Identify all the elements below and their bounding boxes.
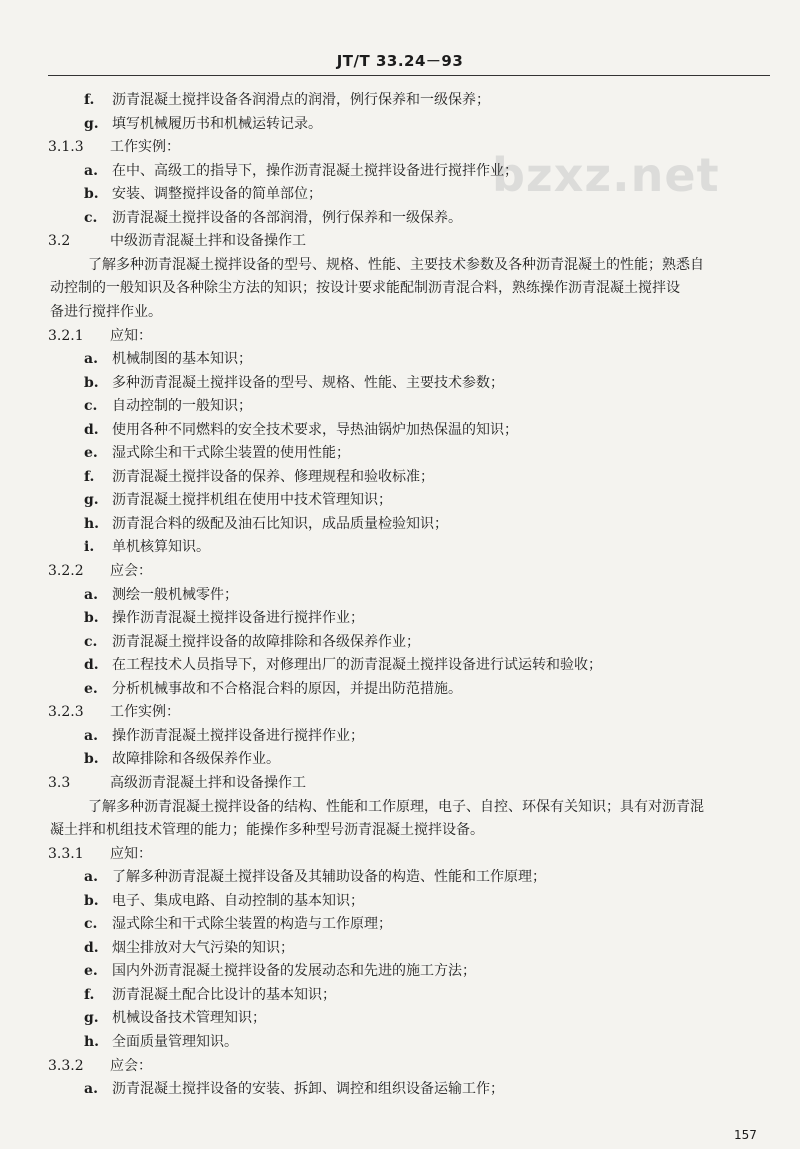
paragraph-text: 凝土拌和机组技术管理的能力；能操作多种型号沥青混凝土搅拌设备。	[50, 822, 484, 838]
paragraph-text: 了解多种沥青混凝土搅拌设备的型号、规格、性能、主要技术参数及各种沥青混凝土的性能；熟悉自	[88, 257, 704, 273]
paragraph-text: 动控制的一般知识及各种除尘方法的知识；按设计要求能配制沥青混合料，熟练操作沥青混凝土搅拌设	[50, 280, 680, 296]
list-item-text: 分析机械事故和不合格混合料的原因，并提出防范措施。	[112, 681, 462, 697]
list-item-label: c.	[84, 634, 98, 650]
list-item-label: g.	[84, 116, 99, 132]
section-title: 应知：	[110, 328, 152, 344]
list-item-text: 沥青混合料的级配及油石比知识，成品质量检验知识；	[112, 516, 448, 532]
list-item-label: h.	[84, 516, 100, 532]
list-item-label: c.	[84, 398, 98, 414]
section-title: 工作实例：	[110, 139, 180, 155]
list-item-text: 沥青混凝土搅拌机组在使用中技术管理知识；	[112, 492, 392, 508]
section-number: 3.2	[48, 233, 71, 249]
list-item-text: 沥青混凝土搅拌设备的保养、修理规程和验收标准；	[112, 469, 434, 485]
section-title: 中级沥青混凝土拌和设备操作工	[110, 233, 306, 249]
section-title: 高级沥青混凝土拌和设备操作工	[110, 775, 306, 791]
list-item-label: e.	[84, 963, 98, 979]
list-item-text: 电子、集成电路、自动控制的基本知识；	[112, 893, 364, 909]
list-item-text: 沥青混凝土搅拌设备各润滑点的润滑，例行保养和一级保养；	[112, 92, 490, 108]
list-item-text: 在中、高级工的指导下，操作沥青混凝土搅拌设备进行搅拌作业；	[112, 163, 518, 179]
list-item-label: a.	[84, 587, 98, 603]
section-number: 3.3	[48, 775, 71, 791]
list-item-label: g.	[84, 1010, 99, 1026]
list-item-text: 机械设备技术管理知识；	[112, 1010, 266, 1026]
list-item-text: 沥青混凝土配合比设计的基本知识；	[112, 987, 336, 1003]
list-item-text: 烟尘排放对大气污染的知识；	[112, 940, 294, 956]
list-item-label: i.	[84, 539, 95, 555]
list-item-text: 沥青混凝土搅拌设备的故障排除和各级保养作业；	[112, 634, 420, 650]
list-item-label: d.	[84, 940, 99, 956]
list-item-label: f.	[84, 987, 95, 1003]
list-item-text: 在工程技术人员指导下，对修理出厂的沥青混凝土搅拌设备进行试运转和验收；	[112, 657, 602, 673]
list-item-text: 填写机械履历书和机械运转记录。	[112, 116, 322, 132]
paragraph-text: 了解多种沥青混凝土搅拌设备的结构、性能和工作原理，电子、自控、环保有关知识；具有对沥青混	[88, 799, 704, 815]
header-rule	[48, 75, 770, 76]
list-item-text: 湿式除尘和干式除尘装置的使用性能；	[112, 445, 350, 461]
list-item-label: f.	[84, 469, 95, 485]
list-item-text: 国内外沥青混凝土搅拌设备的发展动态和先进的施工方法；	[112, 963, 476, 979]
list-item-label: g.	[84, 492, 99, 508]
list-item-label: f.	[84, 92, 95, 108]
paragraph-text: 备进行搅拌作业。	[50, 304, 162, 320]
list-item-label: a.	[84, 869, 98, 885]
list-item-text: 全面质量管理知识。	[112, 1034, 238, 1050]
section-title: 应会：	[110, 1058, 152, 1074]
list-item-text: 安装、调整搅拌设备的简单部位；	[112, 186, 322, 202]
list-item-label: e.	[84, 445, 98, 461]
list-item-text: 自动控制的一般知识；	[112, 398, 252, 414]
list-item-text: 沥青混凝土搅拌设备的安装、拆卸、调控和组织设备运输工作；	[112, 1081, 504, 1097]
list-item-text: 多种沥青混凝土搅拌设备的型号、规格、性能、主要技术参数；	[112, 375, 504, 391]
list-item-label: c.	[84, 210, 98, 226]
list-item-text: 操作沥青混凝土搅拌设备进行搅拌作业；	[112, 728, 364, 744]
section-number: 3.1.3	[48, 139, 84, 155]
list-item-label: e.	[84, 681, 98, 697]
list-item-label: a.	[84, 351, 98, 367]
list-item-label: b.	[84, 893, 99, 909]
list-item-label: a.	[84, 728, 98, 744]
list-item-label: d.	[84, 657, 99, 673]
section-title: 应知：	[110, 846, 152, 862]
document-code-header: JT/T 33.24－93	[336, 52, 464, 70]
section-number: 3.3.1	[48, 846, 84, 862]
list-item-text: 了解多种沥青混凝土搅拌设备及其辅助设备的构造、性能和工作原理；	[112, 869, 546, 885]
list-item-text: 操作沥青混凝土搅拌设备进行搅拌作业；	[112, 610, 364, 626]
list-item-label: b.	[84, 610, 99, 626]
list-item-label: b.	[84, 751, 99, 767]
list-item-label: h.	[84, 1034, 100, 1050]
list-item-text: 测绘一般机械零件；	[112, 587, 238, 603]
section-title: 应会：	[110, 563, 152, 579]
section-title: 工作实例：	[110, 704, 180, 720]
list-item-label: a.	[84, 1081, 98, 1097]
list-item-text: 沥青混凝土搅拌设备的各部润滑，例行保养和一级保养。	[112, 210, 462, 226]
page-number: 157	[734, 1128, 757, 1142]
list-item-label: b.	[84, 186, 99, 202]
section-number: 3.3.2	[48, 1058, 84, 1074]
list-item-label: b.	[84, 375, 99, 391]
list-item-text: 故障排除和各级保养作业。	[112, 751, 280, 767]
list-item-text: 单机核算知识。	[112, 539, 210, 555]
watermark: bzxz.net	[492, 148, 720, 202]
section-number: 3.2.2	[48, 563, 84, 579]
section-number: 3.2.3	[48, 704, 84, 720]
list-item-label: c.	[84, 916, 98, 932]
list-item-text: 湿式除尘和干式除尘装置的构造与工作原理；	[112, 916, 392, 932]
list-item-label: d.	[84, 422, 99, 438]
list-item-text: 机械制图的基本知识；	[112, 351, 252, 367]
section-number: 3.2.1	[48, 328, 84, 344]
list-item-label: a.	[84, 163, 98, 179]
list-item-text: 使用各种不同燃料的安全技术要求，导热油锅炉加热保温的知识；	[112, 422, 518, 438]
